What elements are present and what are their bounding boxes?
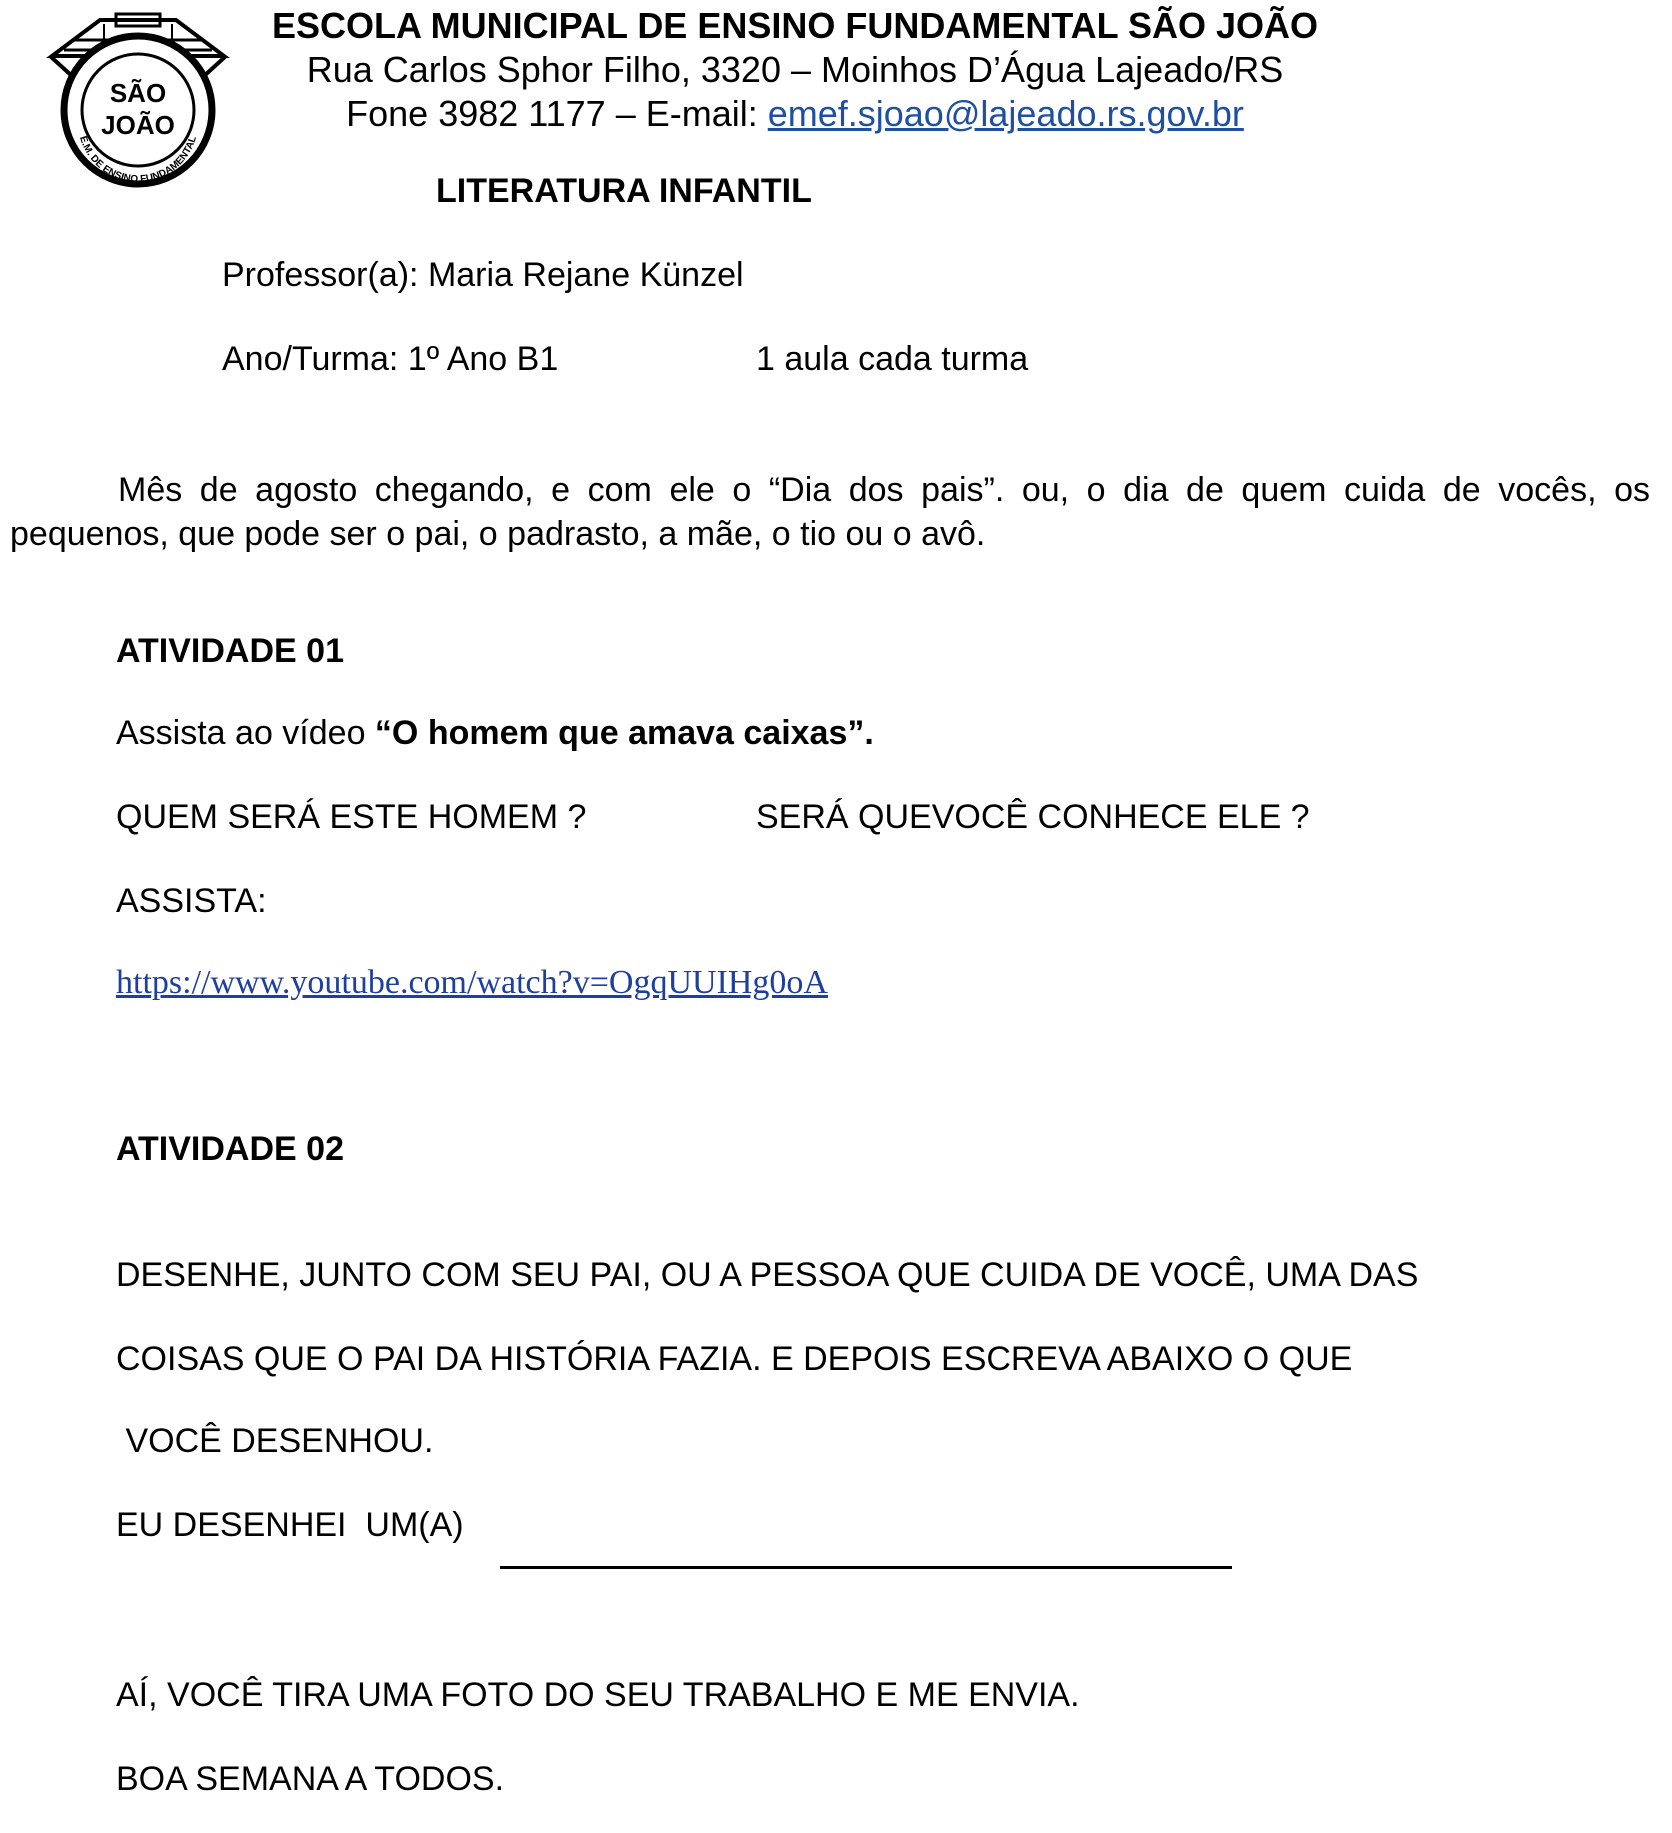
activity2-line-3: VOCÊ DESENHOU. <box>116 1422 434 1460</box>
teacher-line: Professor(a): Maria Rejane Künzel <box>222 256 744 294</box>
logo-bottom-text: JOÃO <box>101 110 175 140</box>
activity2-line-2: COISAS QUE O PAI DA HISTÓRIA FAZIA. E DEPOIS ESCREVA ABAIXO O QUE <box>116 1340 1353 1378</box>
school-contact <box>240 92 1350 136</box>
instruction-prefix: Assista ao vídeo <box>116 714 375 752</box>
email-link[interactable]: emef.sjoao@lajeado.rs.gov.br <box>767 93 1244 134</box>
class-line: Ano/Turma: 1º Ano B1 <box>222 340 559 378</box>
contact-prefix: Fone 3982 1177 – E-mail: <box>346 93 768 134</box>
activity1-instruction <box>116 714 874 753</box>
question-1: QUEM SERÁ ESTE HOMEM ? <box>116 798 587 836</box>
lessons-line: 1 aula cada turma <box>756 340 1029 378</box>
video-link[interactable]: https://www.youtube.com/watch?v=OgqUUIHg0oA <box>116 964 828 1001</box>
activity2-heading: ATIVIDADE 02 <box>116 1130 344 1168</box>
photo-instruction: AÍ, VOCÊ TIRA UMA FOTO DO SEU TRABALHO E ME ENVIA. <box>116 1676 1080 1714</box>
activity2-line-1: DESENHE, JUNTO COM SEU PAI, OU A PESSOA QUE CUIDA DE VOCÊ, UMA DAS <box>116 1256 1419 1294</box>
farewell-text: BOA SEMANA A TODOS. <box>116 1760 505 1798</box>
watch-label: ASSISTA: <box>116 882 267 920</box>
answer-prompt: EU DESENHEI UM(A) <box>116 1506 464 1544</box>
answer-blank-line[interactable] <box>500 1566 1232 1569</box>
logo-top-text: SÃO <box>109 78 167 108</box>
subject-title: LITERATURA INFANTIL <box>436 172 812 210</box>
activity1-heading: ATIVIDADE 01 <box>116 632 344 670</box>
school-logo <box>44 10 232 188</box>
question-2: SERÁ QUEVOCÊ CONHECE ELE ? <box>756 798 1310 836</box>
logo-ring-text: E.M. DE ENSINO FUNDAMENTAL <box>77 134 199 186</box>
school-address: Rua Carlos Sphor Filho, 3320 – Moinhos D’Água Lajeado/RS <box>306 49 1284 90</box>
school-name: ESCOLA MUNICIPAL DE ENSINO FUNDAMENTAL SÃO JOÃO <box>271 5 1319 46</box>
intro-paragraph: Mês de agosto chegando, e com ele o “Dia dos pais”. ou, o dia de quem cuida de vocês, os pequenos, que pode ser o pai, o padrasto, a mãe, o tio ou o avô. <box>10 471 1650 553</box>
video-title: “O homem que amava caixas”. <box>374 714 874 752</box>
